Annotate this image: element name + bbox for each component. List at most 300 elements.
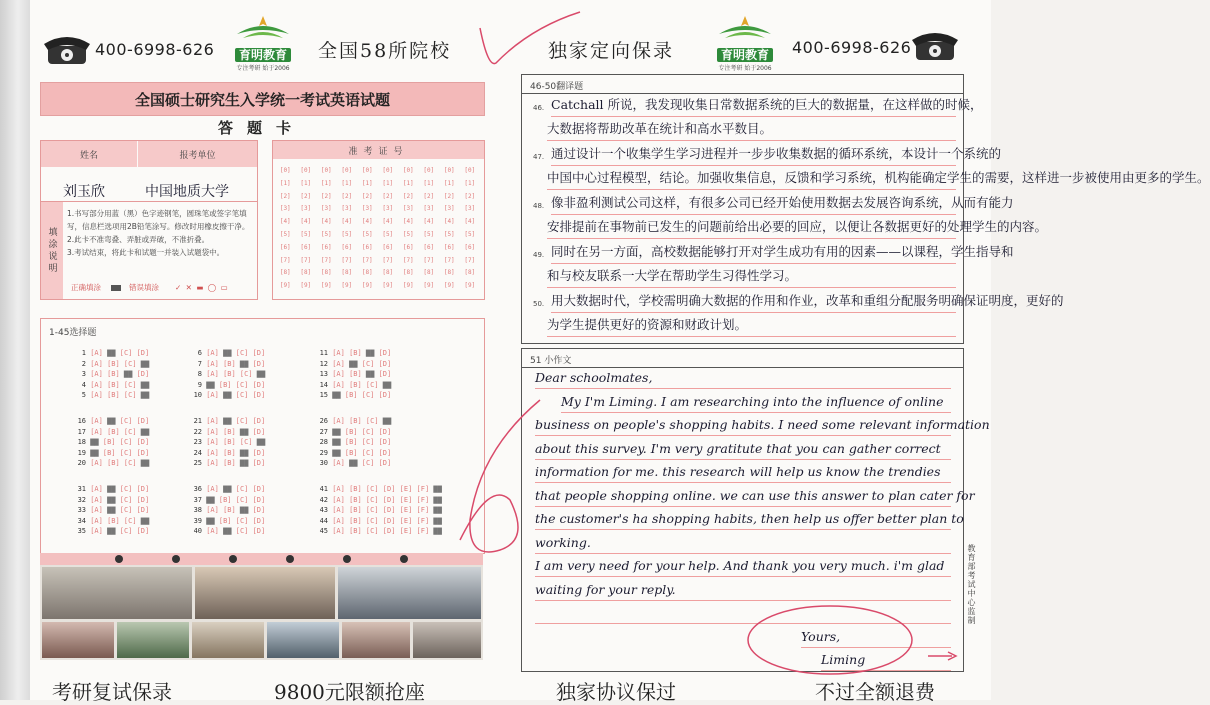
- id-digit-bubble[interactable]: [3]: [382, 205, 394, 213]
- mcq-option-bubble[interactable]: [D]: [248, 516, 266, 525]
- id-digit-bubble[interactable]: [5]: [402, 230, 414, 238]
- mcq-option-bubble[interactable]: [A]: [202, 427, 219, 436]
- mcq-row-22[interactable]: [186, 427, 265, 438]
- mcq-option-bubble[interactable]: ▇▇: [202, 380, 215, 389]
- mcq-option-bubble[interactable]: [A]: [86, 506, 103, 514]
- mcq-option-bubble[interactable]: [C]: [357, 427, 375, 436]
- id-digit-bubble[interactable]: [7]: [382, 256, 394, 264]
- mcq-option-bubble[interactable]: [C]: [119, 359, 137, 368]
- id-digit-bubble[interactable]: [0]: [402, 167, 414, 174]
- mcq-option-bubble[interactable]: [D]: [374, 438, 392, 446]
- mcq-row-34[interactable]: [70, 516, 149, 527]
- id-digit-bubble[interactable]: [6]: [341, 243, 353, 251]
- mcq-option-bubble[interactable]: [C]: [119, 391, 137, 399]
- mcq-option-bubble[interactable]: ▇▇: [102, 417, 116, 425]
- mcq-option-bubble[interactable]: [E]: [395, 506, 413, 514]
- mcq-row-1[interactable]: [70, 348, 149, 359]
- mcq-option-bubble[interactable]: [D]: [132, 527, 150, 535]
- essay-line[interactable]: Dear schoolmates,: [535, 366, 951, 389]
- mcq-row-39[interactable]: [186, 516, 265, 527]
- id-digit-bubble[interactable]: [2]: [320, 192, 332, 200]
- mcq-option-bubble[interactable]: [B]: [218, 359, 236, 368]
- mcq-option-bubble[interactable]: [F]: [412, 495, 430, 504]
- mcq-option-bubble[interactable]: [C]: [115, 506, 133, 514]
- mcq-option-bubble[interactable]: ▇▇: [328, 448, 341, 457]
- id-digit-bubble[interactable]: [0]: [279, 167, 291, 174]
- mcq-option-bubble[interactable]: ▇▇: [102, 485, 116, 493]
- mcq-option-bubble[interactable]: [A]: [328, 506, 345, 514]
- mcq-option-bubble[interactable]: ▇▇: [218, 527, 232, 535]
- id-digit-bubble[interactable]: [4]: [341, 218, 353, 226]
- unit-value[interactable]: 中国地质大学: [145, 184, 229, 200]
- id-digit-bubble[interactable]: [2]: [443, 192, 455, 200]
- id-digit-bubble[interactable]: [8]: [300, 269, 312, 277]
- id-digit-bubble[interactable]: [9]: [320, 282, 332, 290]
- translation-line[interactable]: 通过设计一个收集学生学习进程并一步步收集数据的循环系统，本设计一个系统的: [551, 143, 956, 166]
- mcq-option-bubble[interactable]: [D]: [248, 391, 266, 399]
- mcq-row-25[interactable]: [186, 458, 265, 469]
- mcq-option-bubble[interactable]: [A]: [202, 359, 219, 368]
- mcq-row-42[interactable]: [312, 495, 442, 506]
- mcq-option-bubble[interactable]: [A]: [202, 417, 219, 425]
- id-digit-bubble[interactable]: [8]: [423, 269, 435, 277]
- mcq-option-bubble[interactable]: [B]: [218, 427, 236, 436]
- id-digit-bubble[interactable]: [3]: [320, 205, 332, 213]
- essay-line[interactable]: business on people's shopping habits. I need some relevant information: [535, 413, 951, 436]
- mcq-option-bubble[interactable]: [E]: [395, 516, 413, 525]
- mcq-row-9[interactable]: [186, 380, 265, 391]
- mcq-option-bubble[interactable]: [A]: [86, 516, 103, 525]
- id-digit-bubble[interactable]: [8]: [279, 269, 291, 277]
- mcq-option-bubble[interactable]: ▇▇: [429, 527, 442, 535]
- mcq-option-bubble[interactable]: ▇▇: [136, 516, 150, 525]
- mcq-option-bubble[interactable]: [D]: [248, 417, 266, 425]
- id-digit-bubble[interactable]: [2]: [279, 192, 291, 200]
- id-digit-bubble[interactable]: [8]: [320, 269, 332, 277]
- mcq-option-bubble[interactable]: [C]: [115, 495, 133, 504]
- mcq-row-20[interactable]: [70, 458, 149, 469]
- mcq-option-bubble[interactable]: [A]: [86, 485, 103, 493]
- id-digit-bubble[interactable]: [1]: [279, 179, 291, 187]
- id-digit-bubble[interactable]: [0]: [382, 167, 394, 174]
- mcq-option-bubble[interactable]: [A]: [202, 506, 219, 514]
- mcq-option-bubble[interactable]: [C]: [235, 438, 253, 446]
- translation-line[interactable]: 用大数据时代，学校需明确大数据的作用和作业，改革和重组分配服务明确保证明度，更好的: [551, 290, 956, 313]
- mcq-option-bubble[interactable]: [D]: [248, 427, 266, 436]
- mcq-option-bubble[interactable]: [D]: [378, 485, 396, 493]
- mcq-row-17[interactable]: [70, 427, 149, 438]
- translation-line[interactable]: 安排提前在事物前已发生的问题前给出必要的回应，以便让各数据更好的处理学生的内容。: [547, 216, 956, 239]
- mcq-option-bubble[interactable]: [C]: [361, 495, 379, 504]
- mcq-option-bubble[interactable]: ▇▇: [344, 459, 358, 467]
- mcq-row-37[interactable]: [186, 495, 265, 506]
- mcq-option-bubble[interactable]: [D]: [132, 506, 150, 514]
- essay-line[interactable]: I am very need for your help. And thank you very much. i'm glad: [535, 554, 951, 577]
- mcq-grid[interactable]: [70, 348, 480, 548]
- mcq-option-bubble[interactable]: [E]: [395, 485, 413, 493]
- mcq-option-bubble[interactable]: [B]: [344, 506, 362, 514]
- mcq-option-bubble[interactable]: ▇▇: [235, 459, 249, 467]
- mcq-row-35[interactable]: [70, 526, 149, 537]
- id-digit-bubble[interactable]: [4]: [443, 218, 455, 226]
- mcq-option-bubble[interactable]: [D]: [132, 370, 150, 378]
- mcq-option-bubble[interactable]: [A]: [202, 485, 219, 493]
- mcq-option-bubble[interactable]: [A]: [202, 527, 219, 535]
- id-digit-bubble[interactable]: [9]: [300, 282, 312, 290]
- id-digit-bubble[interactable]: [9]: [402, 282, 414, 290]
- mcq-row-15[interactable]: [312, 390, 391, 401]
- mcq-option-bubble[interactable]: [B]: [344, 370, 362, 378]
- mcq-row-6[interactable]: [186, 348, 265, 359]
- id-digit-bubble[interactable]: [0]: [423, 167, 435, 174]
- mcq-option-bubble[interactable]: ▇▇: [102, 349, 116, 357]
- mcq-option-bubble[interactable]: [A]: [86, 370, 103, 378]
- mcq-option-bubble[interactable]: [D]: [132, 448, 150, 457]
- mcq-row-4[interactable]: [70, 380, 149, 391]
- name-value[interactable]: 刘玉欣: [63, 184, 105, 200]
- essay-line[interactable]: information for me. this research will help us know the trendies: [535, 460, 951, 483]
- essay-line[interactable]: working.: [535, 531, 951, 554]
- mcq-option-bubble[interactable]: [D]: [378, 495, 396, 504]
- id-digit-bubble[interactable]: [8]: [341, 269, 353, 277]
- mcq-option-bubble[interactable]: [C]: [361, 485, 379, 493]
- mcq-row-45[interactable]: [312, 526, 442, 537]
- id-digit-bubble[interactable]: [1]: [320, 179, 332, 187]
- id-digit-bubble[interactable]: [6]: [443, 243, 455, 251]
- mcq-option-bubble[interactable]: [C]: [231, 391, 249, 399]
- id-digit-bubble[interactable]: [1]: [443, 179, 455, 187]
- mcq-option-bubble[interactable]: [B]: [218, 506, 236, 514]
- id-digit-bubble[interactable]: [9]: [361, 282, 373, 290]
- id-digit-bubble[interactable]: [7]: [464, 256, 476, 264]
- id-digit-bubble[interactable]: [4]: [320, 218, 332, 226]
- translation-line[interactable]: 像非盈利测试公司这样，有很多公司已经开始使用数据去发展咨询系统，从而有能力: [551, 192, 956, 215]
- mcq-option-bubble[interactable]: [F]: [412, 485, 430, 493]
- mcq-option-bubble[interactable]: [A]: [202, 448, 219, 457]
- id-digit-bubble[interactable]: [2]: [361, 192, 373, 200]
- id-digit-bubble[interactable]: [4]: [423, 218, 435, 226]
- mcq-option-bubble[interactable]: ▇▇: [378, 380, 392, 389]
- mcq-option-bubble[interactable]: [B]: [98, 448, 116, 457]
- mcq-option-bubble[interactable]: ▇▇: [136, 459, 150, 467]
- mcq-option-bubble[interactable]: [A]: [328, 359, 345, 368]
- id-digit-bubble[interactable]: [7]: [423, 256, 435, 264]
- mcq-option-bubble[interactable]: ▇▇: [361, 349, 375, 357]
- mcq-option-bubble[interactable]: ▇▇: [86, 448, 99, 457]
- mcq-option-bubble[interactable]: ▇▇: [429, 485, 442, 493]
- mcq-option-bubble[interactable]: [D]: [374, 370, 392, 378]
- mcq-row-14[interactable]: [312, 380, 391, 391]
- exam-id-grid[interactable]: [272, 162, 483, 297]
- id-digit-bubble[interactable]: [2]: [382, 192, 394, 200]
- mcq-option-bubble[interactable]: [C]: [231, 485, 249, 493]
- mcq-option-bubble[interactable]: [B]: [214, 516, 232, 525]
- mcq-option-bubble[interactable]: [D]: [132, 495, 150, 504]
- id-digit-bubble[interactable]: [9]: [423, 282, 435, 290]
- id-digit-bubble[interactable]: [4]: [464, 218, 476, 226]
- mcq-option-bubble[interactable]: [C]: [231, 380, 249, 389]
- mcq-option-bubble[interactable]: [B]: [344, 495, 362, 504]
- mcq-row-30[interactable]: [312, 458, 391, 469]
- id-digit-bubble[interactable]: [0]: [443, 167, 455, 174]
- mcq-row-16[interactable]: [70, 416, 149, 427]
- mcq-option-bubble[interactable]: [A]: [86, 417, 103, 425]
- mcq-option-bubble[interactable]: [C]: [235, 370, 253, 378]
- mcq-row-44[interactable]: [312, 516, 442, 527]
- id-digit-bubble[interactable]: [8]: [464, 269, 476, 277]
- mcq-option-bubble[interactable]: [B]: [344, 349, 362, 357]
- mcq-option-bubble[interactable]: [A]: [86, 349, 103, 357]
- id-digit-bubble[interactable]: [3]: [423, 205, 435, 213]
- mcq-option-bubble[interactable]: [B]: [102, 370, 120, 378]
- essay-line[interactable]: Yours,: [801, 625, 951, 648]
- id-digit-bubble[interactable]: [2]: [341, 192, 353, 200]
- mcq-option-bubble[interactable]: [A]: [86, 427, 103, 436]
- mcq-option-bubble[interactable]: [A]: [86, 359, 103, 368]
- id-digit-bubble[interactable]: [1]: [382, 179, 394, 187]
- mcq-option-bubble[interactable]: ▇▇: [102, 527, 116, 535]
- mcq-option-bubble[interactable]: ▇▇: [252, 370, 266, 378]
- mcq-option-bubble[interactable]: ▇▇: [136, 380, 150, 389]
- mcq-option-bubble[interactable]: [C]: [357, 459, 375, 467]
- mcq-row-28[interactable]: [312, 437, 391, 448]
- id-digit-bubble[interactable]: [5]: [279, 230, 291, 238]
- id-digit-bubble[interactable]: [9]: [341, 282, 353, 290]
- mcq-row-21[interactable]: [186, 416, 265, 427]
- mcq-option-bubble[interactable]: [C]: [357, 438, 375, 446]
- id-digit-bubble[interactable]: [8]: [382, 269, 394, 277]
- mcq-option-bubble[interactable]: [B]: [102, 391, 120, 399]
- id-digit-bubble[interactable]: [2]: [423, 192, 435, 200]
- mcq-option-bubble[interactable]: ▇▇: [218, 485, 232, 493]
- mcq-row-29[interactable]: [312, 448, 391, 459]
- mcq-option-bubble[interactable]: [D]: [132, 349, 150, 357]
- mcq-option-bubble[interactable]: [C]: [119, 380, 137, 389]
- mcq-option-bubble[interactable]: [B]: [102, 516, 120, 525]
- id-digit-bubble[interactable]: [6]: [464, 243, 476, 251]
- mcq-option-bubble[interactable]: [C]: [361, 527, 379, 535]
- mcq-option-bubble[interactable]: ▇▇: [235, 506, 249, 514]
- mcq-row-31[interactable]: [70, 484, 149, 495]
- mcq-option-bubble[interactable]: [C]: [231, 516, 249, 525]
- mcq-option-bubble[interactable]: [B]: [102, 459, 120, 467]
- mcq-option-bubble[interactable]: [C]: [115, 349, 133, 357]
- mcq-option-bubble[interactable]: ▇▇: [86, 438, 99, 446]
- mcq-option-bubble[interactable]: [A]: [202, 349, 219, 357]
- id-digit-bubble[interactable]: [6]: [300, 243, 312, 251]
- mcq-option-bubble[interactable]: [A]: [328, 516, 345, 525]
- id-digit-bubble[interactable]: [1]: [300, 179, 312, 187]
- id-digit-bubble[interactable]: [3]: [443, 205, 455, 213]
- mcq-row-33[interactable]: [70, 505, 149, 516]
- id-digit-bubble[interactable]: [5]: [423, 230, 435, 238]
- mcq-option-bubble[interactable]: [C]: [357, 448, 375, 457]
- mcq-option-bubble[interactable]: [D]: [132, 438, 150, 446]
- mcq-option-bubble[interactable]: [C]: [119, 516, 137, 525]
- mcq-row-41[interactable]: [312, 484, 442, 495]
- id-digit-bubble[interactable]: [3]: [279, 205, 291, 213]
- mcq-row-26[interactable]: [312, 416, 391, 427]
- id-digit-bubble[interactable]: [0]: [464, 167, 476, 174]
- mcq-option-bubble[interactable]: [D]: [378, 506, 396, 514]
- mcq-option-bubble[interactable]: [C]: [231, 527, 249, 535]
- mcq-option-bubble[interactable]: ▇▇: [235, 427, 249, 436]
- mcq-option-bubble[interactable]: [B]: [344, 485, 362, 493]
- id-digit-bubble[interactable]: [3]: [300, 205, 312, 213]
- mcq-option-bubble[interactable]: [A]: [86, 527, 103, 535]
- essay-line[interactable]: about this survey. I'm very gratitute that you can gather correct: [535, 437, 951, 460]
- mcq-option-bubble[interactable]: ▇▇: [252, 438, 266, 446]
- mcq-option-bubble[interactable]: [C]: [115, 448, 133, 457]
- id-digit-bubble[interactable]: [5]: [341, 230, 353, 238]
- mcq-option-bubble[interactable]: [C]: [361, 380, 379, 389]
- id-digit-bubble[interactable]: [0]: [300, 167, 312, 174]
- mcq-row-27[interactable]: [312, 427, 391, 438]
- mcq-option-bubble[interactable]: [C]: [115, 438, 133, 446]
- mcq-option-bubble[interactable]: [D]: [374, 459, 392, 467]
- id-digit-bubble[interactable]: [7]: [341, 256, 353, 264]
- mcq-option-bubble[interactable]: [C]: [361, 506, 379, 514]
- mcq-option-bubble[interactable]: ▇▇: [218, 349, 232, 357]
- translation-line[interactable]: 同时在另一方面，高校数据能够打开对学生成功有用的因素——以课程，学生指导和: [551, 241, 956, 264]
- translation-answers[interactable]: [521, 94, 1210, 342]
- id-digit-bubble[interactable]: [2]: [402, 192, 414, 200]
- mcq-option-bubble[interactable]: [B]: [102, 359, 120, 368]
- mcq-row-38[interactable]: [186, 505, 265, 516]
- mcq-option-bubble[interactable]: [B]: [214, 495, 232, 504]
- mcq-option-bubble[interactable]: [C]: [119, 459, 137, 467]
- mcq-option-bubble[interactable]: [B]: [218, 438, 236, 446]
- id-digit-bubble[interactable]: [3]: [464, 205, 476, 213]
- mcq-row-13[interactable]: [312, 369, 391, 380]
- mcq-option-bubble[interactable]: [C]: [115, 485, 133, 493]
- mcq-option-bubble[interactable]: [A]: [328, 370, 345, 378]
- id-digit-bubble[interactable]: [3]: [361, 205, 373, 213]
- mcq-option-bubble[interactable]: [C]: [361, 417, 379, 425]
- id-digit-bubble[interactable]: [9]: [279, 282, 291, 290]
- id-digit-bubble[interactable]: [6]: [279, 243, 291, 251]
- mcq-option-bubble[interactable]: [B]: [218, 459, 236, 467]
- mcq-option-bubble[interactable]: [D]: [248, 380, 266, 389]
- mcq-row-3[interactable]: [70, 369, 149, 380]
- mcq-option-bubble[interactable]: [B]: [218, 448, 236, 457]
- mcq-option-bubble[interactable]: ▇▇: [136, 359, 150, 368]
- essay-line[interactable]: the customer's ha shopping habits, then help us offer better plan to: [535, 507, 951, 530]
- id-digit-bubble[interactable]: [1]: [423, 179, 435, 187]
- mcq-option-bubble[interactable]: [A]: [328, 495, 345, 504]
- mcq-option-bubble[interactable]: ▇▇: [429, 516, 442, 525]
- id-digit-bubble[interactable]: [6]: [423, 243, 435, 251]
- mcq-option-bubble[interactable]: ▇▇: [344, 359, 358, 368]
- mcq-row-19[interactable]: [70, 448, 149, 459]
- id-digit-bubble[interactable]: [1]: [361, 179, 373, 187]
- mcq-option-bubble[interactable]: [B]: [102, 427, 120, 436]
- mcq-option-bubble[interactable]: [A]: [328, 349, 345, 357]
- id-digit-bubble[interactable]: [7]: [320, 256, 332, 264]
- mcq-option-bubble[interactable]: [D]: [132, 417, 150, 425]
- mcq-option-bubble[interactable]: [C]: [115, 417, 133, 425]
- mcq-option-bubble[interactable]: [A]: [328, 485, 345, 493]
- mcq-option-bubble[interactable]: [B]: [340, 391, 358, 399]
- mcq-option-bubble[interactable]: [D]: [248, 459, 266, 467]
- mcq-option-bubble[interactable]: ▇▇: [429, 495, 442, 504]
- mcq-option-bubble[interactable]: ▇▇: [361, 370, 375, 378]
- id-digit-bubble[interactable]: [5]: [300, 230, 312, 238]
- mcq-option-bubble[interactable]: [D]: [248, 349, 266, 357]
- mcq-option-bubble[interactable]: [A]: [86, 459, 103, 467]
- mcq-row-32[interactable]: [70, 495, 149, 506]
- id-digit-bubble[interactable]: [7]: [300, 256, 312, 264]
- id-digit-bubble[interactable]: [1]: [341, 179, 353, 187]
- mcq-option-bubble[interactable]: [A]: [202, 370, 219, 378]
- id-digit-bubble[interactable]: [7]: [361, 256, 373, 264]
- mcq-row-11[interactable]: [312, 348, 391, 359]
- essay-line[interactable]: Liming: [821, 648, 951, 671]
- id-digit-bubble[interactable]: [9]: [464, 282, 476, 290]
- id-digit-bubble[interactable]: [5]: [382, 230, 394, 238]
- mcq-option-bubble[interactable]: [B]: [340, 448, 358, 457]
- mcq-option-bubble[interactable]: [A]: [328, 417, 345, 425]
- id-digit-bubble[interactable]: [5]: [361, 230, 373, 238]
- id-digit-bubble[interactable]: [9]: [382, 282, 394, 290]
- mcq-option-bubble[interactable]: [C]: [361, 516, 379, 525]
- translation-line[interactable]: Catchall 所说，我发现收集日常数据系统的巨大的数据量，在这样做的时候，: [551, 94, 956, 117]
- mcq-option-bubble[interactable]: ▇▇: [328, 391, 341, 399]
- mcq-option-bubble[interactable]: [E]: [395, 527, 413, 535]
- mcq-option-bubble[interactable]: [B]: [218, 370, 236, 378]
- mcq-option-bubble[interactable]: [D]: [248, 506, 266, 514]
- id-digit-bubble[interactable]: [3]: [402, 205, 414, 213]
- mcq-option-bubble[interactable]: [D]: [248, 495, 266, 504]
- id-digit-bubble[interactable]: [1]: [464, 179, 476, 187]
- mcq-option-bubble[interactable]: [B]: [344, 417, 362, 425]
- mcq-option-bubble[interactable]: [F]: [412, 527, 430, 535]
- mcq-option-bubble[interactable]: ▇▇: [102, 495, 116, 504]
- mcq-option-bubble[interactable]: [A]: [86, 391, 103, 399]
- id-digit-bubble[interactable]: [4]: [361, 218, 373, 226]
- mcq-option-bubble[interactable]: ▇▇: [136, 391, 150, 399]
- mcq-option-bubble[interactable]: [D]: [374, 359, 392, 368]
- id-digit-bubble[interactable]: [8]: [443, 269, 455, 277]
- mcq-option-bubble[interactable]: [D]: [132, 485, 150, 493]
- id-digit-bubble[interactable]: [2]: [300, 192, 312, 200]
- id-digit-bubble[interactable]: [0]: [341, 167, 353, 174]
- id-digit-bubble[interactable]: [6]: [402, 243, 414, 251]
- mcq-option-bubble[interactable]: [A]: [328, 380, 345, 389]
- id-digit-bubble[interactable]: [6]: [361, 243, 373, 251]
- id-digit-bubble[interactable]: [6]: [320, 243, 332, 251]
- mcq-option-bubble[interactable]: [B]: [340, 427, 358, 436]
- mcq-row-40[interactable]: [186, 526, 265, 537]
- mcq-option-bubble[interactable]: [D]: [248, 448, 266, 457]
- mcq-row-8[interactable]: [186, 369, 265, 380]
- essay-line[interactable]: waiting for your reply.: [535, 578, 951, 601]
- mcq-row-36[interactable]: [186, 484, 265, 495]
- mcq-row-18[interactable]: [70, 437, 149, 448]
- id-digit-bubble[interactable]: [7]: [443, 256, 455, 264]
- mcq-option-bubble[interactable]: ▇▇: [202, 495, 215, 504]
- mcq-option-bubble[interactable]: [D]: [248, 485, 266, 493]
- mcq-option-bubble[interactable]: ▇▇: [218, 417, 232, 425]
- mcq-row-23[interactable]: [186, 437, 265, 448]
- mcq-option-bubble[interactable]: [D]: [374, 349, 392, 357]
- mcq-option-bubble[interactable]: ▇▇: [119, 370, 133, 378]
- mcq-option-bubble[interactable]: ▇▇: [328, 427, 341, 436]
- mcq-row-10[interactable]: [186, 390, 265, 401]
- mcq-option-bubble[interactable]: [C]: [357, 359, 375, 368]
- mcq-option-bubble[interactable]: [C]: [231, 417, 249, 425]
- mcq-option-bubble[interactable]: ▇▇: [202, 516, 215, 525]
